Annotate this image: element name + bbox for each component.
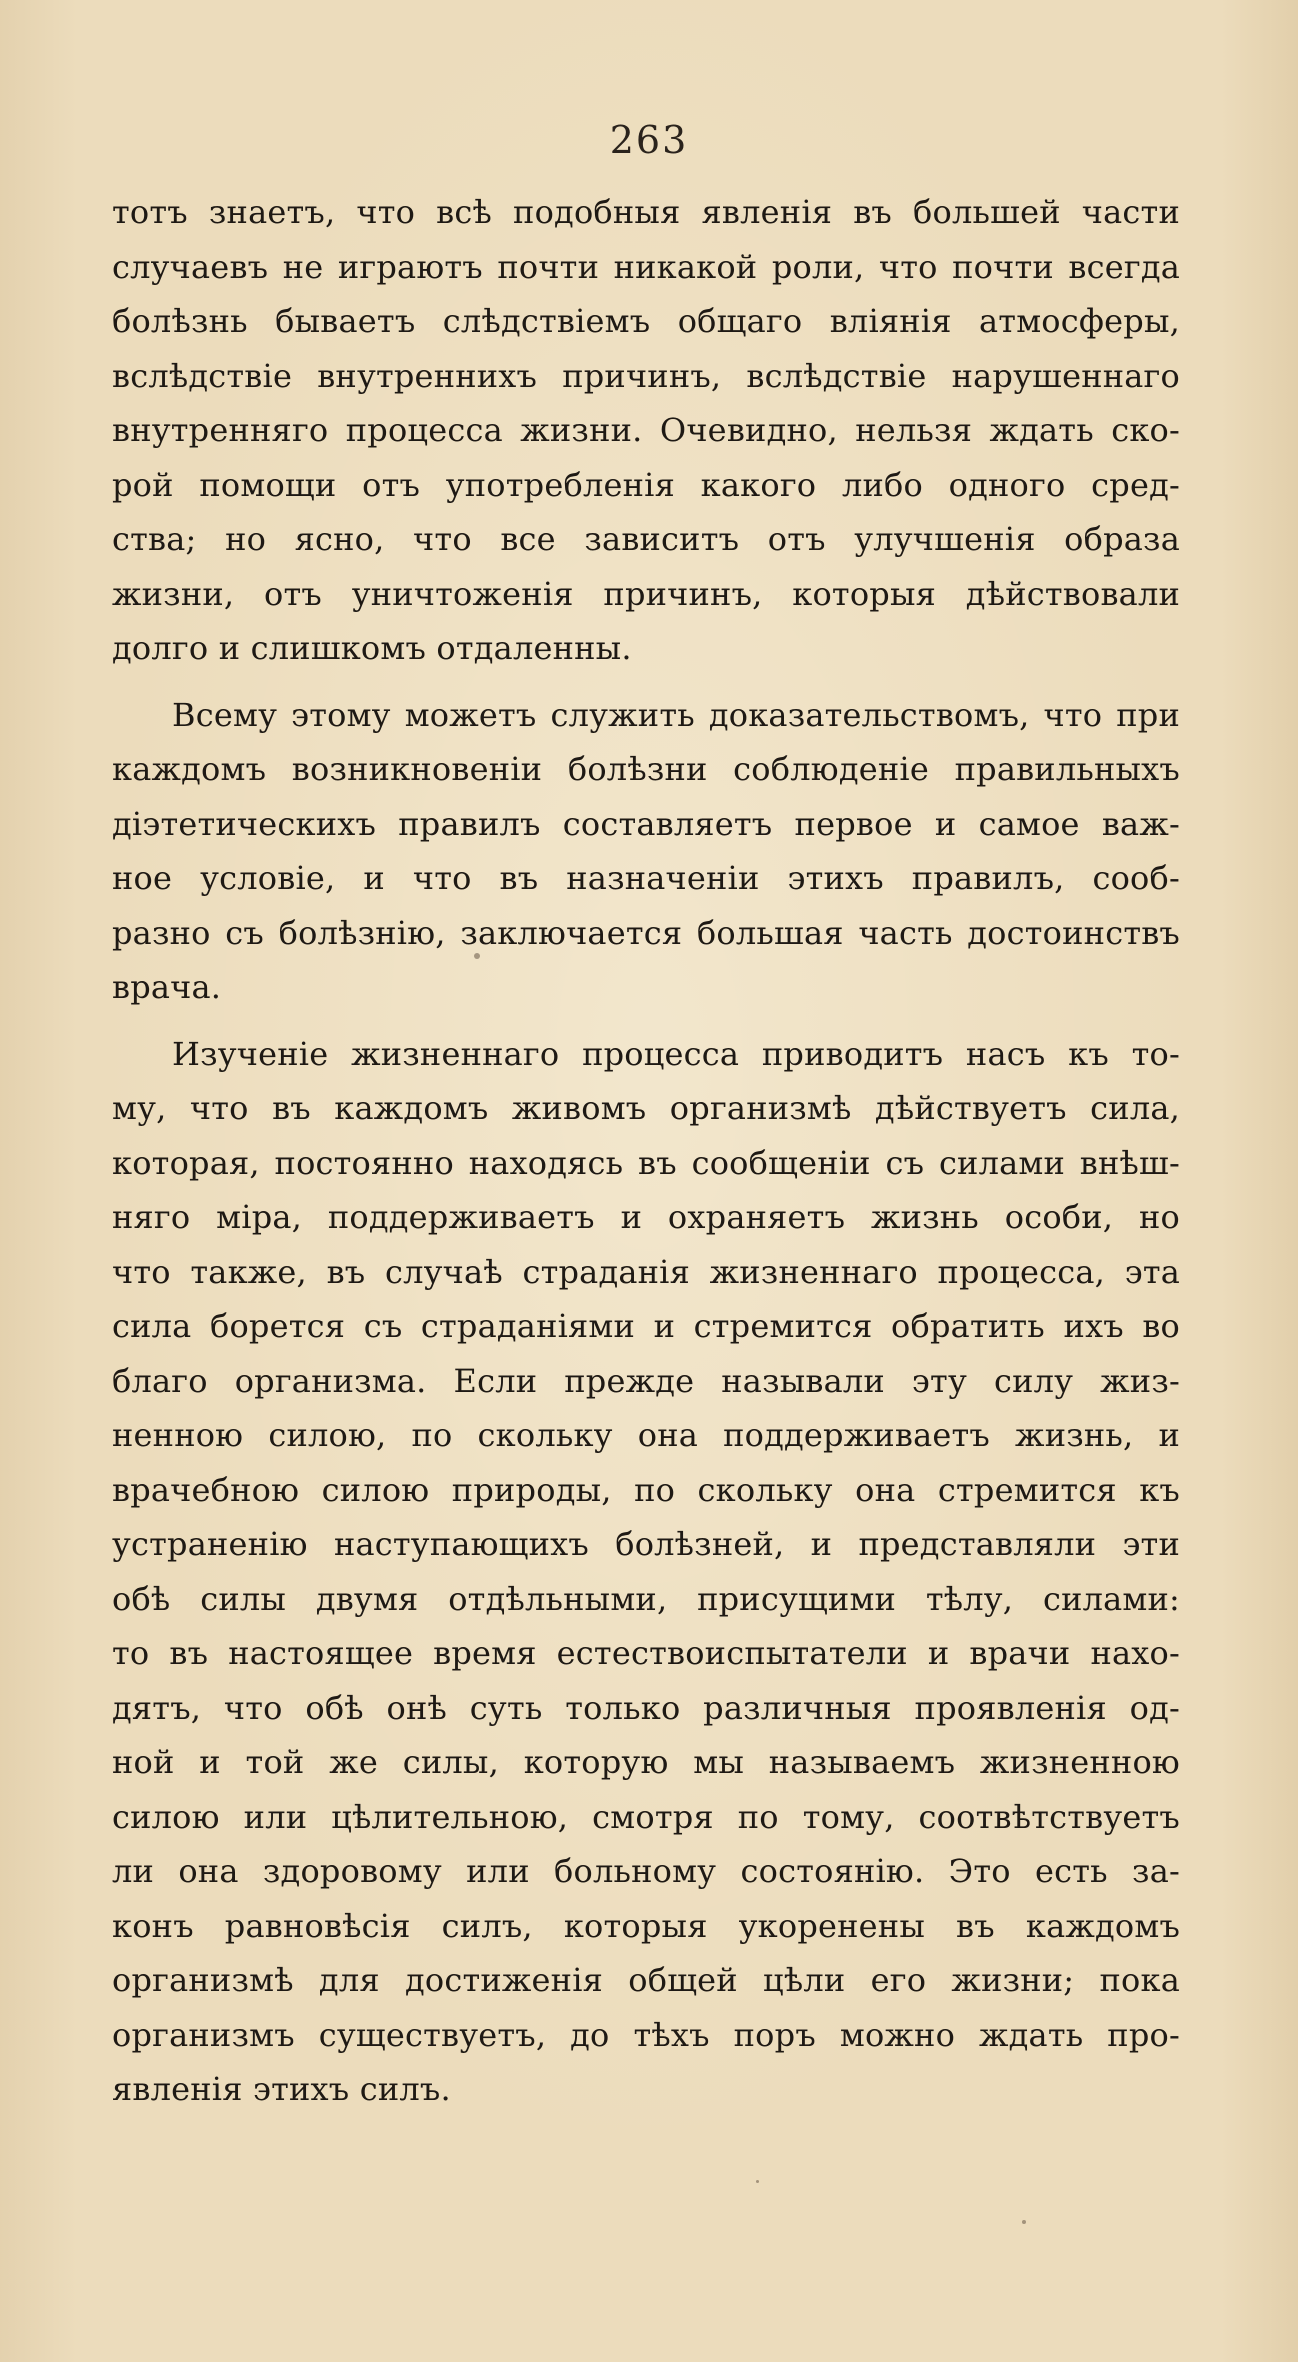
paragraph-1	[112, 185, 1180, 676]
text-line: сила борется съ страданіями и стремится обратить ихъ во	[112, 1307, 1180, 1345]
text-line: ства; но ясно, что все зависитъ отъ улучшенія образа	[112, 520, 1180, 558]
text-line: организмъ существуетъ, до тѣхъ поръ можно ждать про-	[112, 2015, 1180, 2054]
text-line: долго и слишкомъ отдаленны.	[112, 629, 632, 667]
text-line: силою или цѣлительною, смотря по тому, соотвѣтствуетъ	[112, 1797, 1180, 1836]
text-line: Всему этому можетъ служить доказательствомъ, что при	[172, 695, 1180, 734]
text-line: рой помощи отъ употребленія какого либо одного сред-	[112, 465, 1180, 504]
text-line: діэтетическихъ правилъ составляетъ первое и самое важ-	[112, 804, 1180, 843]
text-line: врача.	[112, 968, 222, 1006]
body-text	[112, 185, 1180, 2129]
text-line: ной и той же силы, которую мы называемъ жизненною	[112, 1743, 1180, 1781]
text-line: врачебною силою природы, по скольку она стремится къ	[112, 1470, 1180, 1509]
text-line: каждомъ возникновеніи болѣзни соблюденіе правильныхъ	[112, 750, 1180, 788]
text-line: устраненію наступающихъ болѣзней, и представляли эти	[112, 1525, 1180, 1563]
paragraph-3	[112, 1027, 1180, 2117]
paper-speck	[1022, 2220, 1026, 2224]
text-line: которая, постоянно находясь въ сообщеніи съ силами внѣш-	[112, 1143, 1180, 1182]
paper-speck	[756, 2180, 759, 2183]
text-line: то въ настоящее время естествоиспытатели и врачи нахо-	[112, 1634, 1180, 1672]
text-line: что также, въ случаѣ страданія жизненнаго процесса, эта	[112, 1252, 1180, 1291]
text-line: няго міра, поддерживаетъ и охраняетъ жизнь особи, но	[112, 1198, 1180, 1236]
text-line: болѣзнь бываетъ слѣдствіемъ общаго вліянія атмосферы,	[112, 302, 1180, 340]
text-line: вслѣдствіе внутреннихъ причинъ, вслѣдствіе нарушеннаго	[112, 356, 1180, 395]
paragraph-2	[112, 688, 1180, 1015]
text-line: внутренняго процесса жизни. Очевидно, нельзя ждать ско-	[112, 411, 1180, 449]
text-line: благо организма. Если прежде называли эту силу жиз-	[112, 1361, 1180, 1400]
text-line: обѣ силы двумя отдѣльными, присущими тѣлу, силами:	[112, 1579, 1180, 1618]
text-line: ненною силою, по скольку она поддерживаетъ жизнь, и	[112, 1416, 1180, 1454]
text-line: му, что въ каждомъ живомъ организмѣ дѣйствуетъ сила,	[112, 1089, 1180, 1127]
paper-speck	[474, 953, 480, 959]
text-line: случаевъ не играютъ почти никакой роли, что почти всегда	[112, 247, 1180, 286]
text-line: тотъ знаетъ, что всѣ подобныя явленія въ большей части	[112, 193, 1180, 231]
text-line: ное условіе, и что въ назначеніи этихъ правилъ, сооб-	[112, 859, 1180, 897]
text-line: организмѣ для достиженія общей цѣли его жизни; пока	[112, 1961, 1180, 1999]
text-line: ли она здоровому или больному состоянію. Это есть за-	[112, 1852, 1180, 1890]
text-line: Изученіе жизненнаго процесса приводитъ насъ къ то-	[172, 1034, 1180, 1073]
page-number: 263	[609, 118, 689, 162]
text-line: дятъ, что обѣ онѣ суть только различныя проявленія од-	[112, 1688, 1180, 1727]
text-line: разно съ болѣзнію, заключается большая часть достоинствъ	[112, 913, 1180, 952]
text-line: конъ равновѣсія силъ, которыя укоренены въ каждомъ	[112, 1906, 1180, 1945]
text-line: жизни, отъ уничтоженія причинъ, которыя дѣйствовали	[112, 574, 1180, 613]
text-line: явленія этихъ силъ.	[112, 2070, 451, 2108]
